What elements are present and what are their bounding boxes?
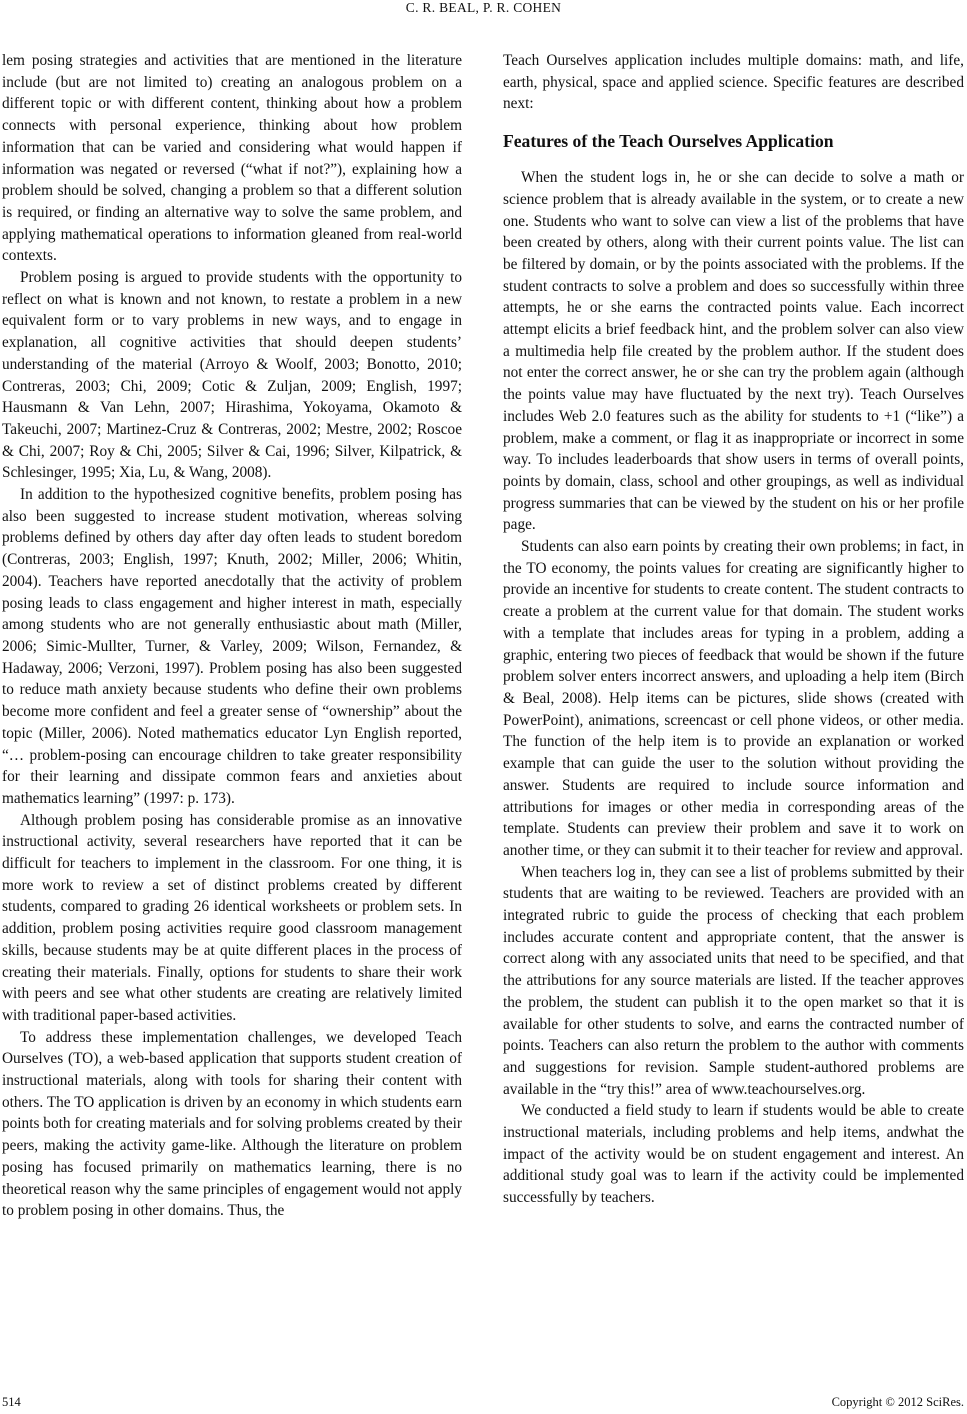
page-number: 514 — [2, 1395, 21, 1409]
body-paragraph: lem posing strategies and activities that are mentioned in the literature include (but are not limited to) creating an analogous problem on a different topic or with different content, thinking about how a problem connects with personal experience, thinking about how problem information that can be varied and considering what would happen if information was negated or reversed (“what if not?”), explaining how a problem should be solved, changing a problem so that a different solution is required, or finding an alternative way to solve the same problem, and applying mathematical operations to information gleaned from real-world contexts. — [2, 52, 462, 265]
body-paragraph: Teach Ourselves application includes multiple domains: math, and life, earth, physical, space and applied science. Specific features are described next: — [503, 52, 964, 113]
left-column — [2, 50, 462, 1222]
body-paragraph: To address these implementation challenges, we developed Teach Ourselves (TO), a web-based application that supports student creation of instructional materials, along with tools for sharing their content with others. The TO application is driven by an economy in which students earn points both for creating materials and for solving problems created by their peers, making the activity game-like. Although the literature on problem posing has focused primarily on mathematics learning, there is no theoretical reason why the same principles of engagement would not apply to problem posing in other domains. Thus, the — [2, 1028, 462, 1220]
body-paragraph: In addition to the hypothesized cognitive benefits, problem posing has also been suggested to increase student motivation, whereas solving problems defined by others day after day often leads to student boredom (Contreras, 2003; English, 1997; Knuth, 2002; Miller, 2006; Whitin, 2004). Teachers have reported anecdotally that the activity of problem posing leads to class engagement and higher interest in math, especially among students who are not generally enthusiastic about math (Miller, 2006; Simic-Mullter, Turner, & Varley, 2009; Wilson, Fernandez, & Hadaway, 2006; Verzoni, 1997). Problem posing has also been suggested to reduce math anxiety because students who define their own problems become more confident and feel a greater sense of “ownership” about the topic (Miller, 2006). Noted mathematics educator Lyn English reported, “… problem-posing can encourage children to take greater responsibility for their learning and dissipate common fears and anxieties about mathematics learning” (1997: p. 173). — [2, 486, 462, 807]
section-heading: Features of the Teach Ourselves Application — [503, 131, 834, 152]
running-head: C. R. BEAL, P. R. COHEN — [405, 0, 562, 15]
copyright-notice: Copyright © 2012 SciRes. — [831, 1395, 964, 1409]
body-paragraph: Problem posing is argued to provide students with the opportunity to reflect on what is known and not known, to restate a problem in a new equivalent form or to vary problems in new ways, and to engage in explanation, all cognitive activities that should deepen students’ understanding of the material (Arroyo & Woolf, 2003; Bonotto, 2010; Contreras, 2003; Chi, 2009; Cotic & Zuljan, 2009; English, 1997; Hausmann & Van Lehn, 2007; Hirashima, Yokoyama, Okamoto & Takeuchi, 2007; Martinez-Cruz & Contreras, 2002; Mestre, 2002; Roscoe & Chi, 2007; Roy & Chi, 2005; Silver & Cai, 1996; Silver, Kilpatrick, & Schlesinger, 1995; Xia, Lu, & Wang, 2008). — [2, 269, 462, 482]
body-paragraph: When the student logs in, he or she can decide to solve a math or science problem that is already available in the system, or to create a new one. Students who want to solve can view a list of the problems that have been created by others, along with their current points value. The list can be filtered by domain, or by the points associated with the problems. If the student contracts to solve a problem and does so successfully within three attempts, he or she earns the contracted points value. Each incorrect attempt elicits a brief feedback hint, and the problem solver can also view a multimedia help file created by the problem author. If the student does not enter the correct answer, he or she can try the problem again (although the points value may have fluctuated by the next try). Teach Ourselves includes Web 2.0 features such as the ability for students to +1 (“like”) a problem, make a comment, or flag it as inappropriate or incorrect in some way. To includes leaderboards that show users in terms of overall points, points by domain, class, school and other groupings, as well as individual progress summaries that can be viewed by the student on his or her profile page. — [503, 169, 964, 534]
body-paragraph: Although problem posing has considerable promise as an innovative instructional activity, several researchers have reported that it can be difficult for teachers to implement in the classroom. For one thing, it is more work to review a set of distinct problems created by different students, compared to grading 26 identical worksheets or problem sets. In addition, problem posing activities require good classroom management skills, because students may be at quite different places in the process of creating their materials. Finally, options for students to share their work with peers and see what other students are creating are relatively limited with traditional paper-based activities. — [2, 811, 462, 1024]
body-paragraph: We conducted a field study to learn if students would be able to create instructional materials, including problems and help items, andwhat the impact of the activity would be on student engagement and interest. An additional study goal was to learn if the activity could be implemented successfully by teachers. — [503, 1102, 964, 1207]
right-column — [503, 50, 964, 1209]
body-paragraph: When teachers log in, they can see a list of problems submitted by their students that are waiting to be reviewed. Teachers are provided with an integrated rubric to guide the process of checking that each problem includes accurate content and appropriate content, that the answer is correct along with any associated units that need to be specified, and that the attributions for any source materials are listed. If the teacher approves the problem, the student can publish it to the open market so that it is available for other students to solve, and earns the contracted number of points. Teachers can also return the problem to the author with comments and suggestions for revision. Sample student-authored problems are available in the “try this!” area of www.teachourselves.org. — [503, 863, 964, 1098]
body-paragraph: Students can also earn points by creating their own problems; in fact, in the TO economy, the points values for creating are significantly higher to provide an incentive for students to create content. The student contracts to create a problem at the current value for that domain. The student works with a template that includes areas for typing in a problem, adding a graphic, entering two pieces of feedback that would be shown if the future problem solver enters incorrect answers, and uploading a help item (Birch & Beal, 2008). Help items can be pictures, slide shows (created with PowerPoint), animations, screencast or cell phone videos, or other media. The function of the help item is to provide an explanation or worked example that can guide the user to the solution without providing the answer. Students are required to include source information and attributions for images or other media in corresponding areas of the template. Students can preview their problem and save it to work on another time, or they can submit it to their teacher for review and approval. — [503, 538, 964, 859]
